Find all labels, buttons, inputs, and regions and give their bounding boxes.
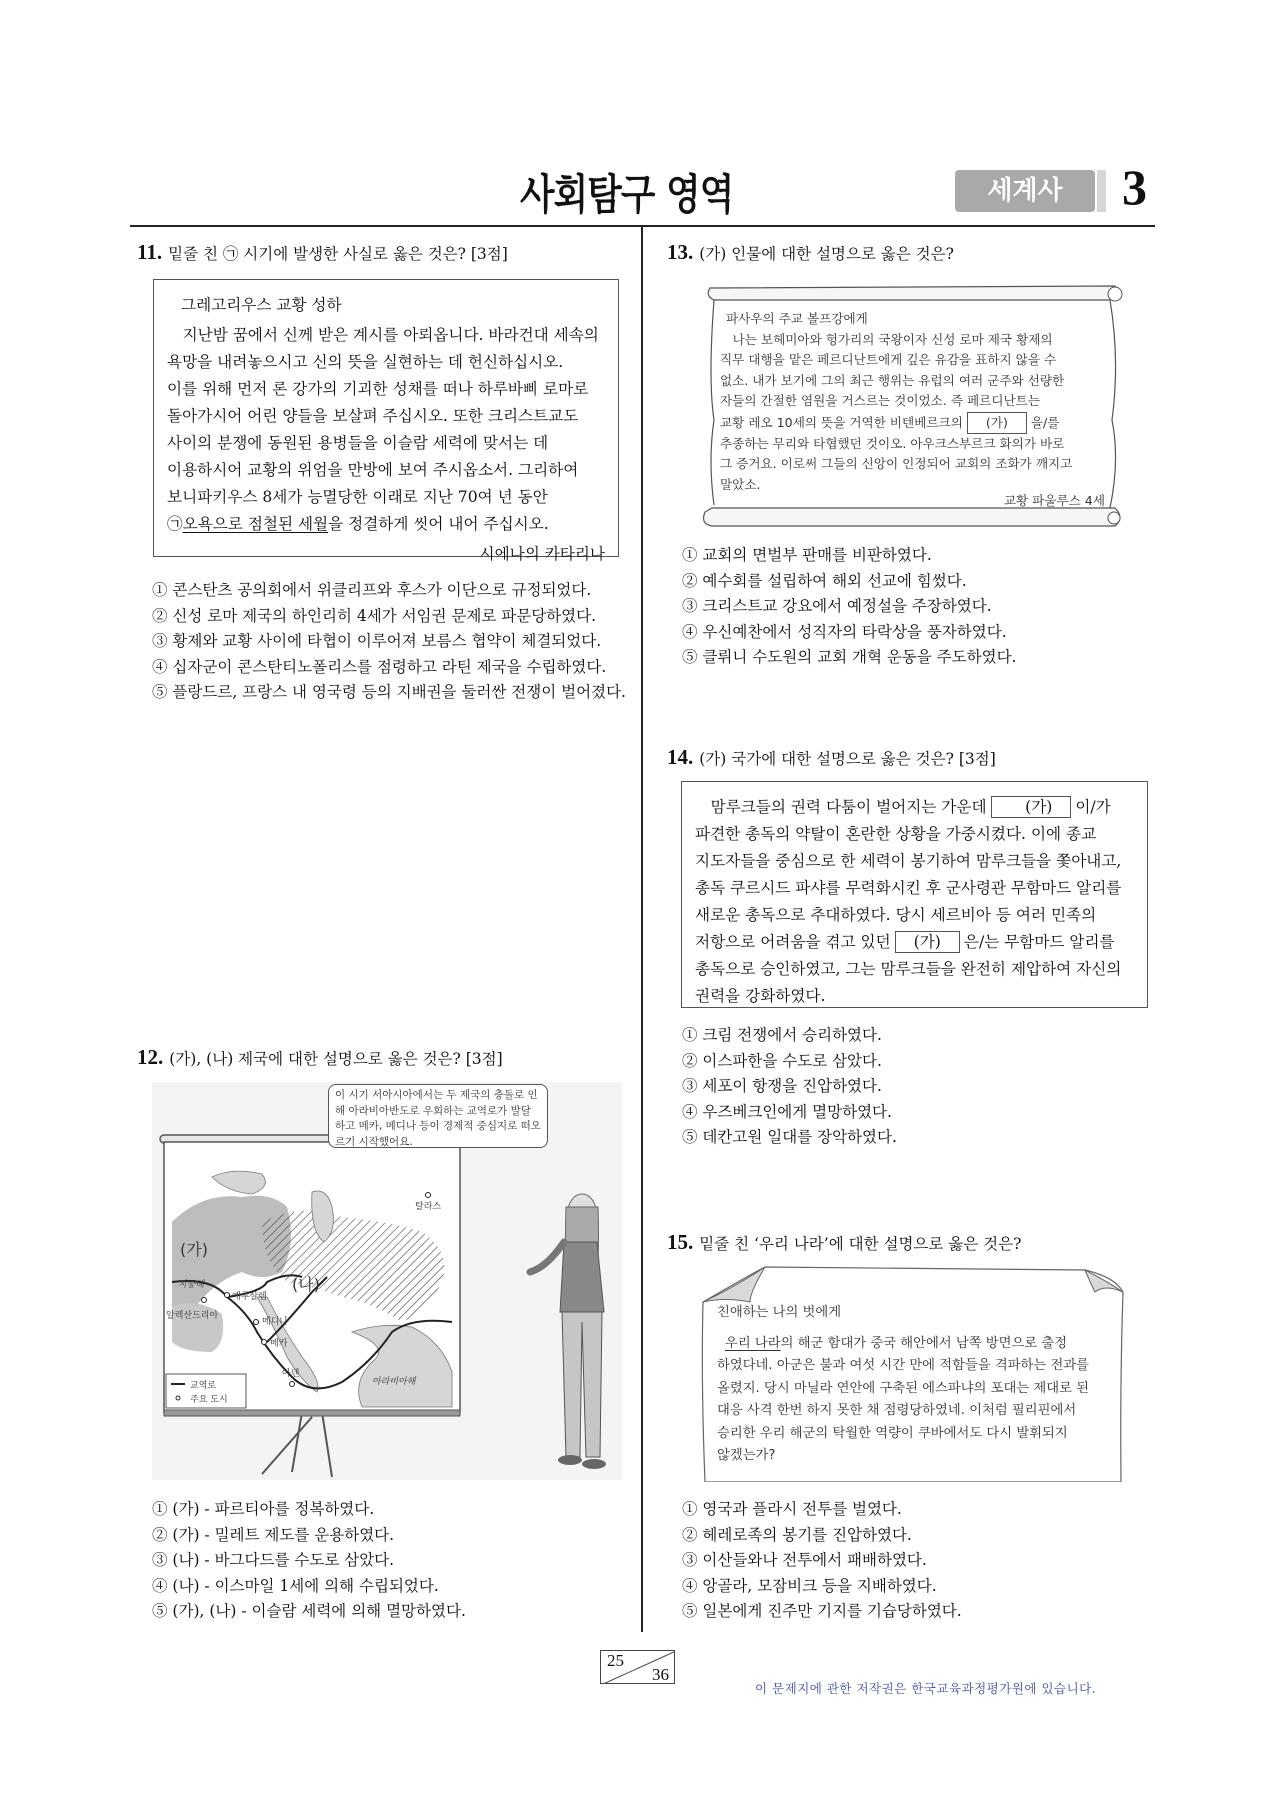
- choice-4[interactable]: ④ 앙골라, 모잠비크 등을 지배하였다.: [682, 1576, 937, 1595]
- passage-line: 사이의 분쟁에 동원된 용병들을 이슬람 세력에 맞서는 데: [167, 434, 549, 452]
- passage-text: 을/를: [1030, 414, 1060, 430]
- passage-text: 을 정결하게 씻어 내어 주십시오.: [328, 515, 549, 533]
- map-place-mecca: 메카: [270, 1339, 288, 1349]
- question-13-choices: [682, 543, 1016, 671]
- question-14-passage: [681, 781, 1148, 1008]
- passage-text: 은/는 무함마드 알리를: [963, 933, 1115, 951]
- passage-text: 맘루크들의 권력 다툼이 벌어지는 가운데: [710, 798, 987, 816]
- passage-line: 총독 쿠르시드 파샤를 무력화시킨 후 군사령관 무함마드 알리를: [695, 879, 1122, 897]
- question-number: 12.: [137, 1045, 164, 1069]
- question-11-choices: [152, 578, 626, 706]
- blank-ga: (가): [967, 412, 1027, 434]
- section-title: 사회탐구 영역: [520, 170, 734, 219]
- choice-1[interactable]: ① (가) - 파르티아를 정복하였다.: [152, 1500, 375, 1518]
- question-12-prompt: [137, 1045, 503, 1070]
- choice-1[interactable]: ① 교회의 면벌부 판매를 비판하였다.: [682, 546, 932, 564]
- passage-line: 지난밤 꿈에서 신께 받은 계시를 아뢰옵니다. 바라건대 세속의: [182, 326, 599, 344]
- passage-line: 그 증거요. 이로써 그들의 신앙이 인정되어 교회의 조화가 깨지고: [720, 456, 1073, 471]
- legend-city: 주요 도시: [190, 1395, 228, 1405]
- choice-2[interactable]: ② 이스파한을 수도로 삼았다.: [682, 1051, 882, 1070]
- letter-text: [717, 1302, 1107, 1468]
- question-text: (가), (나) 제국에 대한 설명으로 옳은 것은? [3점]: [169, 1050, 503, 1068]
- question-number: 15.: [667, 1230, 694, 1254]
- question-15-prompt: [667, 1230, 1021, 1255]
- choice-4[interactable]: ④ 우즈베크인에게 멸망하였다.: [682, 1102, 892, 1121]
- question-15-letter: [695, 1262, 1125, 1482]
- subject-badge: 세계사: [955, 170, 1095, 212]
- choice-4[interactable]: ④ 십자군이 콘스탄티노폴리스를 점령하고 라틴 제국을 수립하였다.: [152, 657, 607, 676]
- passage-signature: 시에나의 카타리나: [479, 545, 605, 563]
- choice-2[interactable]: ② 헤레로족의 봉기를 진압하였다.: [682, 1525, 912, 1544]
- passage-heading: 그레고리우스 교황 성하: [181, 296, 342, 314]
- map-place-medina: 메디나: [262, 1317, 289, 1327]
- passage-line: 없소. 내가 보기에 그의 최근 행위는 유럽의 여러 군주와 선량한: [720, 372, 1065, 388]
- question-text: 밑줄 친 ㉠ 시기에 발생한 사실로 옳은 것은? [3점]: [168, 245, 508, 263]
- question-text: (가) 국가에 대한 설명으로 옳은 것은? [3점]: [699, 750, 996, 768]
- passage-heading: 친애하는 나의 벗에게: [717, 1305, 842, 1320]
- passage-line: 나는 보헤미아와 헝가리의 국왕이자 신성 로마 제국 황제의: [732, 331, 1053, 347]
- passage-line: 대응 사격 한번 하지 못한 채 점령당하였네. 이처럼 필리핀에서: [717, 1403, 1077, 1418]
- question-text: 밑줄 친 ‘우리 나라’에 대한 설명으로 옳은 것은?: [699, 1235, 1022, 1253]
- passage-line: 이용하시어 교황의 위엄을 만방에 보여 주시옵소서. 그리하여: [167, 461, 579, 479]
- passage-line: 말았소.: [720, 476, 761, 492]
- passage-line: 파견한 총독의 약탈이 혼란한 상황을 가중시켰다. 이에 종교: [695, 825, 1097, 843]
- speech-bubble: 이 시기 서아시아에서는 두 제국의 충돌로 인해 아라비아반도로 우회하는 교역로가 발달하고 메카, 메디나 등이 경제적 중심지로 떠오르기 시작했어요.: [328, 1084, 548, 1148]
- column-divider: [641, 227, 643, 1632]
- passage-line: 욕망을 내려놓으시고 신의 뜻을 실현하는 데 헌신하십시오.: [167, 353, 564, 371]
- map-place-mediterranean: 지중해: [178, 1280, 205, 1290]
- passage-line-underlined: [167, 511, 605, 538]
- choice-3[interactable]: ③ 이산들와나 전투에서 패배하였다.: [682, 1551, 927, 1569]
- question-14-prompt: [667, 745, 996, 770]
- passage-line: 올렸지. 당시 마닐라 연안에 구축된 에스파냐의 포대는 제대로 된: [717, 1380, 1090, 1396]
- passage-heading: 파사우의 주교 볼프강에게: [726, 311, 868, 326]
- passage-line: 총독으로 승인하였고, 그는 맘루크들을 완전히 제압하여 자신의: [695, 960, 1122, 978]
- choice-2[interactable]: ② (가) - 밀레트 제도를 운용하였다.: [152, 1525, 395, 1544]
- question-number: 11.: [137, 240, 163, 264]
- passage-line: 하였다네. 아군은 불과 여섯 시간 만에 적함들을 격파하는 전과를: [717, 1358, 1090, 1373]
- map-place-jerusalem: 예루살렘: [232, 1292, 267, 1302]
- passage-line: 이를 위해 먼저 론 강가의 기괴한 성채를 떠나 하루바삐 로마로: [167, 380, 589, 398]
- choice-2[interactable]: ② 신성 로마 제국의 하인리히 4세가 서임권 문제로 파문당하였다.: [152, 606, 597, 625]
- question-number: 13.: [667, 240, 694, 264]
- choice-4[interactable]: ④ 우신예찬에서 성직자의 타락상을 풍자하였다.: [682, 622, 1007, 641]
- subject-badge-edge: [1097, 170, 1106, 212]
- map-place-arabian-sea: 아라비아해: [372, 1377, 416, 1387]
- choice-3[interactable]: ③ (나) - 바그다드를 수도로 삼았다.: [152, 1551, 395, 1569]
- passage-text: 의 해군 함대가 중국 해안에서 남쪽 방면으로 출정: [780, 1335, 1068, 1351]
- page-number: 3: [1122, 159, 1147, 215]
- scroll-text: [720, 309, 1105, 512]
- page-indicator: [600, 1650, 675, 1684]
- choice-5[interactable]: ⑤ 일본에게 진주만 기지를 기습당하였다.: [682, 1602, 962, 1620]
- question-13-scroll: [700, 280, 1130, 530]
- blank-ga: (가): [991, 796, 1072, 818]
- passage-text: 교황 레오 10세의 뜻을 거역한 비텐베르크의: [720, 414, 963, 430]
- passage-line: 않겠는가?: [717, 1448, 776, 1463]
- underlined-phrase: 우리 나라: [725, 1335, 781, 1351]
- map-place-talas: 탈라스: [415, 1202, 442, 1212]
- choice-5[interactable]: ⑤ 플랑드르, 프랑스 내 영국령 등의 지배권을 둘러싼 전쟁이 벌어졌다.: [152, 683, 626, 701]
- passage-line: 직무 대행을 맡은 페르디난트에게 깊은 유감을 표하지 않을 수: [720, 352, 1057, 367]
- map-place-alexandria: 알렉산드리아: [166, 1311, 219, 1321]
- question-15-choices: [682, 1497, 962, 1625]
- choice-3[interactable]: ③ 세포이 항쟁을 진압하였다.: [682, 1077, 882, 1095]
- map-label-ga: (가): [180, 1240, 208, 1259]
- choice-5[interactable]: ⑤ 클뤼니 수도원의 교회 개혁 운동을 주도하였다.: [682, 648, 1017, 666]
- question-11-passage: [153, 279, 619, 563]
- question-13-prompt: [667, 240, 954, 265]
- choice-4[interactable]: ④ (나) - 이스마일 1세에 의해 수립되었다.: [152, 1576, 439, 1595]
- choice-5[interactable]: ⑤ (가), (나) - 이슬람 세력에 의해 멸망하였다.: [152, 1602, 466, 1620]
- choice-1[interactable]: ① 영국과 플라시 전투를 벌였다.: [682, 1500, 902, 1518]
- map-place-aden: 아덴: [282, 1369, 300, 1379]
- passage-line-underlined: [717, 1333, 1107, 1356]
- marker-circled: ㉠: [167, 515, 183, 533]
- blank-ga: (가): [895, 931, 960, 953]
- choice-1[interactable]: ① 콘스탄츠 공의회에서 위클리프와 후스가 이단으로 규정되었다.: [152, 581, 592, 599]
- passage-line-blank: [720, 412, 1105, 434]
- choice-1[interactable]: ① 크림 전쟁에서 승리하였다.: [682, 1026, 882, 1044]
- passage-line-blank: [695, 929, 1134, 956]
- choice-5[interactable]: ⑤ 데칸고원 일대를 장악하였다.: [682, 1128, 897, 1146]
- question-number: 14.: [667, 745, 694, 769]
- passage-signature: 교황 파울루스 4세: [1003, 493, 1105, 508]
- choice-3[interactable]: ③ 크리스트교 강요에서 예정설을 주장하였다.: [682, 597, 992, 615]
- passage-line-blank: [695, 794, 1134, 821]
- passage-line: 보니파키우스 8세가 능멸당한 이래로 지난 70여 년 동안: [167, 488, 548, 506]
- page-total: 36: [652, 1665, 669, 1684]
- question-11-prompt: [137, 240, 508, 265]
- question-12-choices: [152, 1497, 466, 1625]
- passage-text: 이/가: [1075, 798, 1111, 816]
- question-14-choices: [682, 1023, 897, 1151]
- passage-line: 자들의 간절한 염원을 거스르는 것이었소. 즉 페르디난트는: [720, 393, 1040, 408]
- question-12-figure: [152, 1082, 622, 1480]
- passage-line: 추종하는 무리와 타협했던 것이오. 아우크스부르크 화의가 바로: [720, 435, 1065, 451]
- passage-line: 지도자들을 중심으로 한 세력이 봉기하여 맘루크들을 쫓아내고,: [695, 852, 1122, 870]
- passage-line: 새로운 총독으로 추대하였다. 당시 세르비아 등 여러 민족의: [695, 906, 1097, 924]
- underlined-phrase: 오욕으로 점철된 세월: [182, 515, 329, 533]
- map-label-na: (나): [292, 1275, 320, 1294]
- passage-line: 돌아가시어 어린 양들을 보살펴 주십시오. 또한 크리스트교도: [167, 407, 579, 425]
- page-current: 25: [607, 1651, 624, 1670]
- passage-line: 권력을 강화하였다.: [695, 987, 826, 1005]
- passage-line: 승리한 우리 해군의 탁월한 역량이 쿠바에서도 다시 발휘되지: [717, 1425, 1068, 1441]
- choice-2[interactable]: ② 예수회를 설립하여 해외 선교에 힘썼다.: [682, 571, 967, 590]
- choice-3[interactable]: ③ 황제와 교황 사이에 타협이 이루어져 보름스 협약이 체결되었다.: [152, 632, 602, 650]
- legend-route: 교역로: [190, 1381, 217, 1391]
- question-text: (가) 인물에 대한 설명으로 옳은 것은?: [699, 245, 954, 263]
- copyright-notice: 이 문제지에 관한 저작권은 한국교육과정평가원에 있습니다.: [755, 1681, 1097, 1696]
- passage-text: 저항으로 어려움을 겪고 있던: [695, 933, 891, 951]
